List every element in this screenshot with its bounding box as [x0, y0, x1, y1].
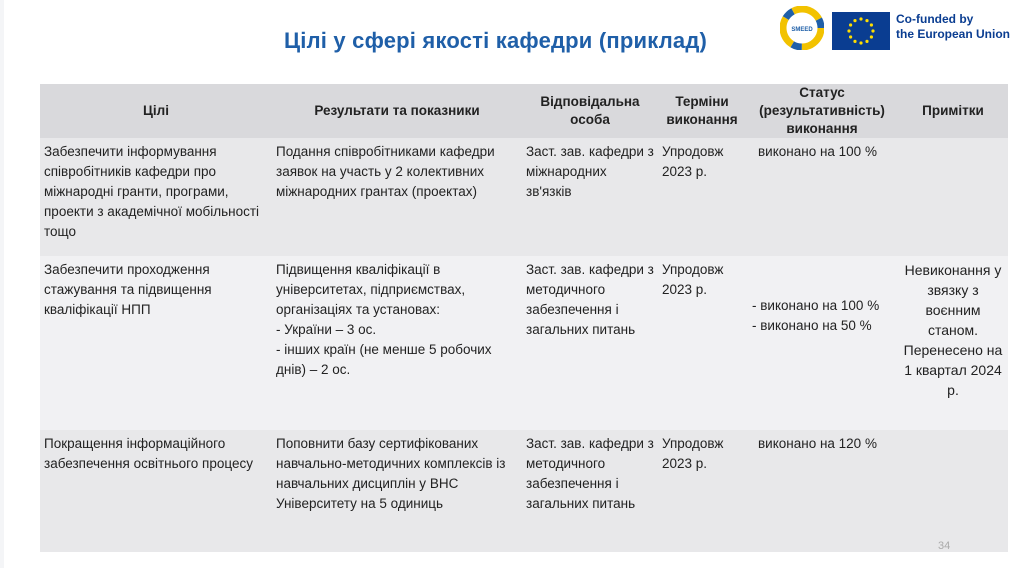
cell-goal: Забезпечити інформування співробітників кафедри про міжнародні гранти, програми, проекти з академічної мобільності тощо	[40, 138, 272, 256]
quality-goals-table	[40, 84, 1008, 552]
header-notes: Примітки	[898, 84, 1008, 138]
cell-results: Поповнити базу сертифікованих навчально-методичних комплексів із навчальних дисциплін у ВНС Університету на 5 одиниць	[272, 430, 522, 552]
results-line: - інших країн (не менше 5 робочих днів) – 2 ос.	[276, 342, 492, 377]
cell-term: Упродовж 2023 р.	[658, 256, 746, 430]
eu-text-line1: Co-funded by	[896, 12, 974, 26]
page-number: 34	[938, 540, 951, 552]
header-status: Статус (результативність) виконання	[746, 84, 898, 138]
status-line: - виконано на 50 %	[752, 318, 872, 333]
slide-title: Цілі у сфері якості кафедри (приклад)	[284, 28, 708, 53]
cell-responsible: Заст. зав. кафедри з міжнародних зв'язків	[522, 138, 658, 256]
header-responsible: Відповідальна особа	[522, 84, 658, 138]
cell-status	[746, 256, 898, 430]
status-line: виконано на 120 %	[758, 436, 877, 451]
eu-cofunded-text	[896, 12, 1024, 42]
table-header-row	[40, 84, 1008, 138]
smeed-logo-icon	[780, 6, 824, 50]
cell-term: Упродовж 2023 р.	[658, 138, 746, 256]
cell-results	[272, 256, 522, 430]
header-goals: Цілі	[40, 84, 272, 138]
header-results: Результати та показники	[272, 84, 522, 138]
cell-term: Упродовж 2023 р.	[658, 430, 746, 552]
status-line: виконано на 100 %	[758, 144, 877, 159]
results-line: Підвищення кваліфікації в університетах, підприємствах, організаціях та установах:	[276, 262, 466, 317]
cell-status	[746, 138, 898, 256]
table-row	[40, 256, 1008, 430]
results-line: - України – 3 ос.	[276, 322, 377, 337]
cell-goal: Покращення інформаційного забезпечення освітнього процесу	[40, 430, 272, 552]
cell-goal: Забезпечити проходження стажування та підвищення кваліфікації НПП	[40, 256, 272, 430]
eu-flag-icon	[832, 12, 890, 50]
cell-notes: Невиконання у звязку з воєнним станом. Перенесено на 1 квартал 2024 р.	[898, 256, 1008, 430]
cell-notes	[898, 138, 1008, 256]
table-row	[40, 430, 1008, 552]
cell-responsible: Заст. зав. кафедри з методичного забезпечення і загальних питань	[522, 430, 658, 552]
smeed-logo-text: SMEED	[791, 27, 813, 33]
cell-results: Подання співробітниками кафедри заявок на участь у 2 колективних міжнародних грантах (проектах)	[272, 138, 522, 256]
cell-notes	[898, 430, 1008, 552]
table-row	[40, 138, 1008, 256]
status-line: - виконано на 100 %	[752, 298, 880, 313]
slide	[4, 0, 1024, 568]
cell-status	[746, 430, 898, 552]
eu-text-line2: the European Union	[896, 27, 1010, 41]
cell-responsible: Заст. зав. кафедри з методичного забезпечення і загальних питань	[522, 256, 658, 430]
header-term: Терміни виконання	[658, 84, 746, 138]
